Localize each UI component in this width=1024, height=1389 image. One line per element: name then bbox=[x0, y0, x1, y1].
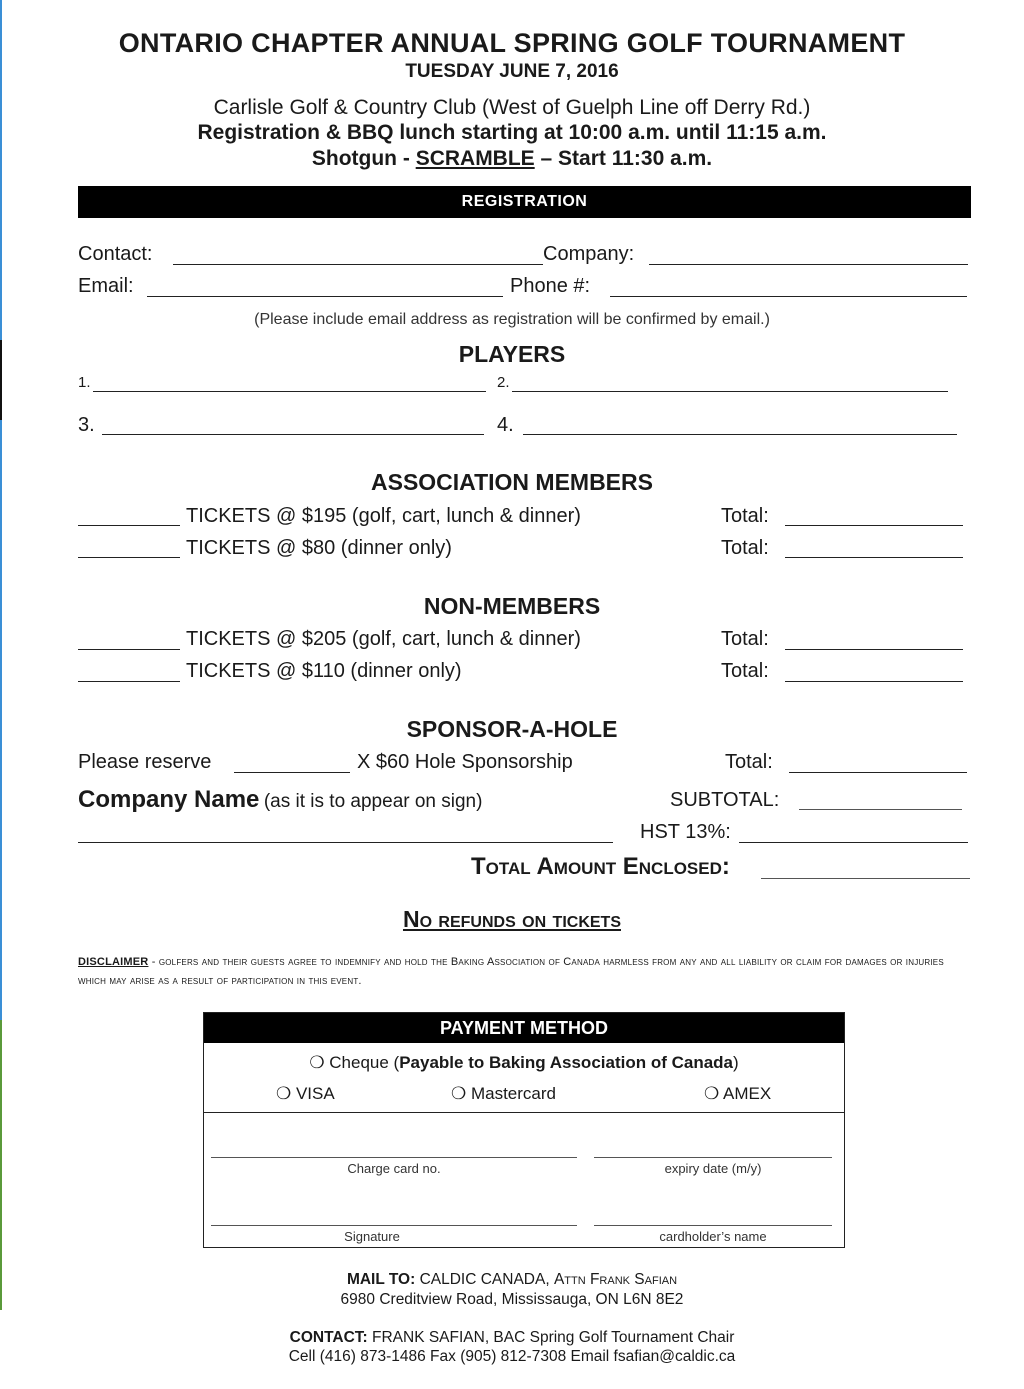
registration-time: Registration & BBQ lunch starting at 10:00 a.m. until 11:15 a.m. bbox=[197, 121, 827, 144]
venue-text: Carlisle Golf & Country Club (West of Guelph Line off Derry Rd.) bbox=[213, 96, 811, 119]
card-number-caption: Charge card no. bbox=[347, 1161, 441, 1176]
sponsor-qty-field[interactable] bbox=[234, 772, 350, 773]
non-members-total-1-field[interactable] bbox=[785, 649, 963, 650]
mail-to-line bbox=[0, 1271, 1024, 1289]
members-ticket-2: TICKETS @ $80 (dinner only) bbox=[186, 537, 452, 559]
members-qty-1-field[interactable] bbox=[78, 525, 180, 526]
members-heading: ASSOCIATION MEMBERS bbox=[371, 469, 653, 495]
members-total-1-label: Total: bbox=[721, 505, 769, 527]
email-note: (Please include email address as registration will be confirmed by email.) bbox=[254, 311, 770, 328]
registration-heading: REGISTRATION bbox=[78, 186, 971, 218]
player-2-field[interactable] bbox=[512, 391, 948, 392]
player-4-field[interactable] bbox=[523, 434, 957, 435]
shotgun-format: SCRAMBLE bbox=[415, 147, 535, 170]
shotgun-suffix: – Start 11:30 a.m. bbox=[534, 147, 713, 170]
player-3-label: 3. bbox=[78, 414, 95, 436]
non-members-ticket-1: TICKETS @ $205 (golf, cart, lunch & dinner) bbox=[186, 628, 581, 650]
phone-label: Phone #: bbox=[510, 275, 591, 297]
total-enclosed-field[interactable] bbox=[761, 878, 970, 879]
mail-address: 6980 Creditview Road, Mississauga, ON L6N 8E2 bbox=[340, 1291, 684, 1308]
contact-label: Contact: bbox=[78, 243, 153, 265]
disclaimer bbox=[78, 953, 970, 991]
player-3-field[interactable] bbox=[102, 434, 484, 435]
email-field[interactable] bbox=[147, 296, 503, 297]
event-date: TUESDAY JUNE 7, 2016 bbox=[405, 61, 619, 82]
members-qty-2-field[interactable] bbox=[78, 557, 180, 558]
email-label: Email: bbox=[78, 275, 134, 297]
cardholder-name-caption: cardholder’s name bbox=[659, 1229, 767, 1244]
non-members-qty-2-field[interactable] bbox=[78, 681, 180, 682]
player-1-label: 1. bbox=[78, 374, 91, 391]
non-members-total-2-label: Total: bbox=[721, 660, 769, 682]
cheque-payee: Payable to Baking Association of Canada bbox=[399, 1053, 734, 1072]
players-heading: PLAYERS bbox=[458, 341, 566, 367]
non-members-total-2-field[interactable] bbox=[785, 681, 963, 682]
no-refunds-text: No refunds on tickets bbox=[402, 906, 621, 932]
non-members-total-1-label: Total: bbox=[721, 628, 769, 650]
members-ticket-1: TICKETS @ $195 (golf, cart, lunch & dinner) bbox=[186, 505, 581, 527]
contact-footer-label: CONTACT: bbox=[289, 1329, 368, 1346]
sponsor-reserve-suffix: X $60 Hole Sponsorship bbox=[357, 751, 573, 773]
player-1-field[interactable] bbox=[93, 391, 486, 392]
mail-attn: Attn Frank Safian bbox=[553, 1271, 678, 1288]
company-name-label: Company Name bbox=[78, 786, 260, 813]
payment-box bbox=[203, 1012, 845, 1248]
sponsor-reserve-prefix: Please reserve bbox=[78, 751, 212, 773]
company-name-line bbox=[78, 786, 482, 814]
shotgun-prefix: Shotgun - bbox=[311, 147, 416, 170]
player-2-label: 2. bbox=[497, 374, 510, 391]
total-enclosed-label: Total Amount Enclosed: bbox=[471, 853, 730, 880]
card-number-field[interactable] bbox=[211, 1157, 577, 1158]
non-members-ticket-2: TICKETS @ $110 (dinner only) bbox=[186, 660, 462, 682]
subtotal-field[interactable] bbox=[799, 809, 962, 810]
subtotal-label: SUBTOTAL: bbox=[670, 789, 780, 811]
edge-strip-green bbox=[0, 1020, 2, 1310]
contact-line bbox=[0, 1329, 1024, 1347]
payment-heading: PAYMENT METHOD bbox=[204, 1013, 844, 1043]
amex-option[interactable]: ❍ AMEX bbox=[704, 1084, 772, 1103]
signature-caption: Signature bbox=[344, 1229, 400, 1244]
non-members-heading: NON-MEMBERS bbox=[423, 593, 601, 619]
company-label: Company: bbox=[543, 243, 635, 265]
members-total-1-field[interactable] bbox=[785, 525, 963, 526]
mail-to-label: MAIL TO: bbox=[346, 1271, 416, 1288]
shotgun-line bbox=[0, 147, 1024, 171]
cardholder-name-field[interactable] bbox=[594, 1225, 832, 1226]
cheque-suffix: ) bbox=[733, 1053, 739, 1072]
contact-field[interactable] bbox=[173, 264, 543, 265]
mastercard-option[interactable]: ❍ Mastercard bbox=[451, 1084, 556, 1103]
company-name-note: (as it is to appear on sign) bbox=[263, 791, 483, 812]
members-total-2-label: Total: bbox=[721, 537, 769, 559]
members-total-2-field[interactable] bbox=[785, 557, 963, 558]
sponsor-heading: SPONSOR-A-HOLE bbox=[406, 716, 618, 742]
page-title: ONTARIO CHAPTER ANNUAL SPRING GOLF TOURNAMENT bbox=[118, 28, 906, 58]
mail-recipient: CALDIC CANADA, bbox=[415, 1271, 554, 1288]
sponsor-total-label: Total: bbox=[725, 751, 773, 773]
company-field[interactable] bbox=[649, 264, 968, 265]
signature-field[interactable] bbox=[211, 1225, 577, 1226]
company-name-field[interactable] bbox=[78, 842, 613, 843]
player-4-label: 4. bbox=[497, 414, 514, 436]
disclaimer-label: DISCLAIMER bbox=[78, 956, 149, 968]
sponsor-total-field[interactable] bbox=[789, 772, 967, 773]
visa-option[interactable]: ❍ VISA bbox=[276, 1084, 335, 1103]
contact-footer-name: FRANK SAFIAN, BAC Spring Golf Tournament Chair bbox=[367, 1329, 735, 1346]
expiry-date-caption: expiry date (m/y) bbox=[664, 1161, 762, 1176]
expiry-date-field[interactable] bbox=[594, 1157, 832, 1158]
phone-field[interactable] bbox=[610, 296, 967, 297]
non-members-qty-1-field[interactable] bbox=[78, 649, 180, 650]
cheque-option[interactable] bbox=[204, 1053, 844, 1073]
disclaimer-text: - golfers and their guests agree to indemnify and hold the Baking Association of Canada harmless from any and all liability or claim for damages or injuries which may arise as a result of participation in this event. bbox=[78, 956, 944, 987]
contact-phones: Cell (416) 873-1486 Fax (905) 812-7308 Email fsafian@caldic.ca bbox=[288, 1348, 736, 1365]
cheque-prefix: ❍ Cheque ( bbox=[309, 1053, 400, 1072]
hst-label: HST 13%: bbox=[640, 821, 731, 843]
payment-divider bbox=[204, 1112, 844, 1113]
hst-field[interactable] bbox=[739, 842, 968, 843]
no-refunds-notice bbox=[0, 906, 1024, 933]
